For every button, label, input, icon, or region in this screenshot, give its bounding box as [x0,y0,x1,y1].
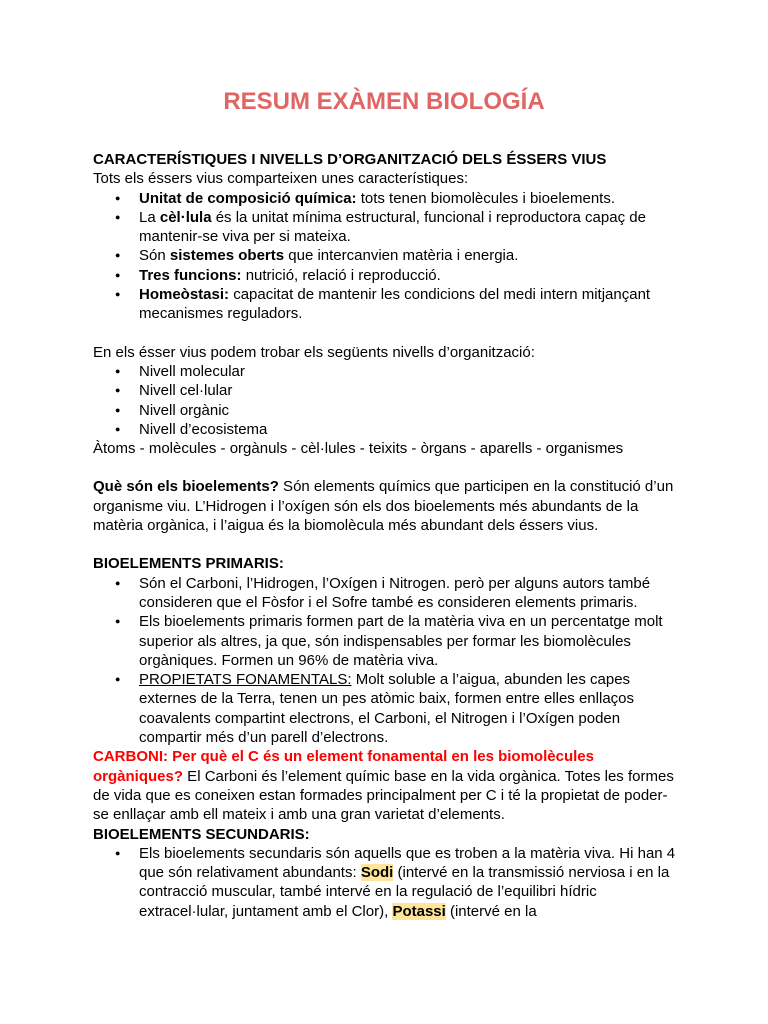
bioelements-question [93,477,683,535]
list-item [93,189,683,208]
definition: nutrició, relació i reproducció. [241,266,441,284]
highlight-sodi: Sodi [360,864,394,882]
text: Els bioelements secundaris són aquells que es troben a la matèria viva. Hi han 4 que són relativament abundants: [139,844,676,882]
prefix: Són [139,247,170,265]
list-item [93,844,683,921]
section-heading-primary: BIOELEMENTS PRIMARIS: [93,555,284,573]
spacer [93,535,683,554]
document-title: RESUM EXÀMEN BIOLOGÍA [223,88,545,115]
definition: tots tenen biomolècules i bioelements. [356,189,616,207]
document-body [93,150,683,921]
list-item [93,285,683,324]
levels-list [93,362,683,439]
answer: Són elements químics que participen en la constitució d’un organisme viu. L’Hidrogen i l’oxígen són els dos bioelements més abundants de la matèria orgànica, i l’aigua és la biomolècula més abundant dels éssers vius. [93,478,674,535]
list-item [93,246,683,265]
list-item: ● Nivell molecular [93,362,683,381]
definition: capacitat de mantenir les condicions del medi intern mitjançant mecanismes reguladors. [139,286,651,323]
list-item [93,670,683,747]
characteristics-intro: Tots els éssers vius comparteixen unes característiques: [93,170,469,188]
definition: que intercanvien matèria i energia. [284,247,519,265]
organization-chain: Àtoms - molècules - orgànuls - cèl·lules - teixits - òrgans - aparells - organismes [93,440,624,458]
list-item: ● Nivell cel·lular [93,381,683,400]
question: Què són els bioelements? [93,478,279,496]
list-item: ● Nivell orgànic [93,401,683,420]
highlight-potassi: Potassi [392,902,446,920]
carbon-question: CARBONI: Per què el C és un element fonamental en les biomolècules orgàniques? [93,748,594,785]
text: (intervé en la [445,902,537,920]
list-item [93,208,683,247]
term: Unitat de composició química: [139,189,357,207]
primary-list [93,574,683,748]
text: (intervé en la transmissió nerviosa i en la contracció muscular, també intervé en la regulació de l’equilibri hídric extracel·lular, juntament amb el Clor), [139,864,670,920]
spacer [93,324,683,343]
term: Homeòstasi: [139,286,230,304]
secondary-list [93,844,683,921]
carbon-answer: El Carboni és l’element químic base en la vida orgànica. Totes les formes de vida que es coneixen estan formades principalment per C i té la propietat de poder-se enllaçar amb ell mateix i amb una gran varietat d’elements. [93,767,674,824]
list-item [93,266,683,285]
list-item: ● Els bioelements primaris formen part de la matèria viva en un percentatge molt superior als altres, ja que, són indispensables per formar les biomolècules orgàniques. Formen un 96% de matèria viva. [93,612,683,670]
definition: Molt soluble a l’aigua, abunden les capes externes de la Terra, tenen un pes atòmic baix, formen entre elles enllaços coavalents compartint electrons, el Carboni, el Nitrogen i l’Oxígen poden compartir més d’un parell d’electrons. [139,671,634,747]
spacer [93,458,683,477]
underlined-term: PROPIETATS FONAMENTALS: [139,671,352,689]
carbon-paragraph [93,747,683,824]
term: sistemes oberts [169,247,285,265]
list-item: ● Són el Carboni, l’Hidrogen, l’Oxígen i Nitrogen. però per alguns autors també consideren que el Fòsfor i el Sofre també es consideren elements primaris. [93,574,683,613]
prefix: La [139,208,160,226]
levels-intro: En els ésser vius podem trobar els següents nivells d’organització: [93,343,535,361]
list-item: ● Nivell d’ecosistema [93,420,683,439]
term: Tres funcions: [139,266,242,284]
characteristics-list [93,189,683,324]
section-heading-secondary: BIOELEMENTS SECUNDARIS: [93,825,310,843]
term: cèl·lula [159,208,212,226]
definition: és la unitat mínima estructural, funcional i reproductora capaç de mantenir-se viva per si mateixa. [139,208,646,246]
section-heading-characteristics: CARACTERÍSTIQUES I NIVELLS D’ORGANITZACIÓ DELS ÉSSERS VIUS [93,151,607,168]
